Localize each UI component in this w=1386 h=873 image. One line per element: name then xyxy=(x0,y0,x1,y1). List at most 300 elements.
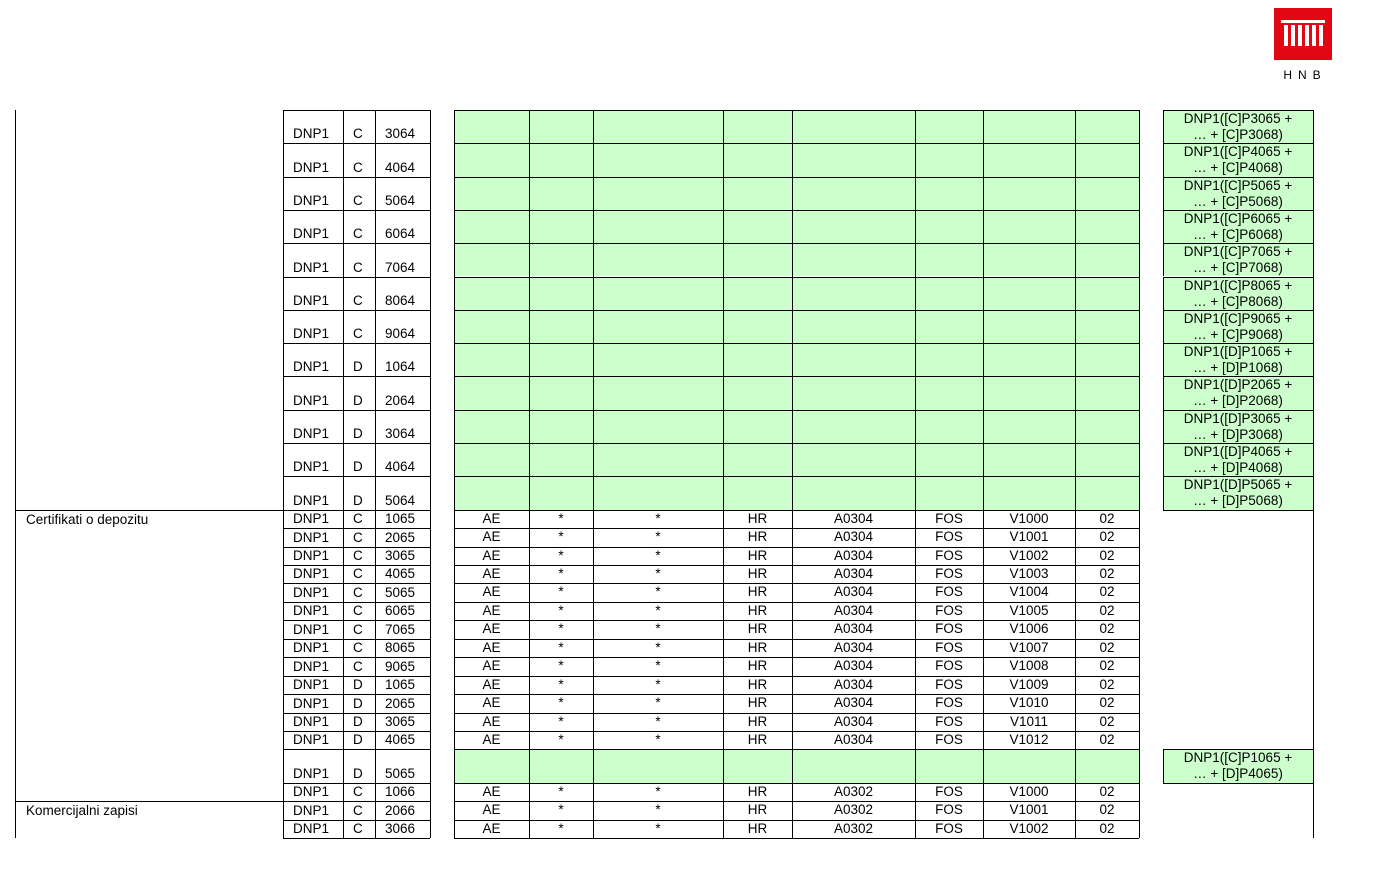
row-attr-5: A0304 xyxy=(833,732,874,747)
row-attr-4: HR xyxy=(747,713,768,729)
row-attr-1: AE xyxy=(482,676,501,692)
formula-line xyxy=(1163,143,1313,144)
row-attr-5: A0304 xyxy=(833,547,874,563)
row-type: C xyxy=(353,226,363,242)
formula-left-line xyxy=(1163,749,1164,782)
row-number: 5065 xyxy=(385,584,416,600)
row-attr-2: * xyxy=(558,802,564,818)
row-code: DNP1 xyxy=(293,529,330,545)
row-number: 3065 xyxy=(385,714,416,729)
row-code: DNP1 xyxy=(293,677,330,693)
row-number: 1065 xyxy=(385,511,416,527)
row-attr-7: V1000 xyxy=(1009,783,1049,799)
green-cell-block xyxy=(454,143,1139,176)
formula-left-line xyxy=(1163,110,1164,143)
formula-line-2: … + [D]P3068) xyxy=(1193,426,1283,442)
row-line-g1 xyxy=(283,110,430,111)
row-line-g1 xyxy=(283,749,430,750)
row-attr-2: * xyxy=(558,732,564,747)
row-attr-6: FOS xyxy=(935,547,963,563)
row-type: C xyxy=(353,621,363,637)
row-attr-1: AE xyxy=(482,621,501,637)
row-code: DNP1 xyxy=(293,426,330,441)
row-line-g1 xyxy=(283,713,430,714)
row-attr-2: * xyxy=(558,658,564,674)
row-line-g1 xyxy=(283,210,430,211)
formula-line xyxy=(1163,476,1313,477)
row-attr-8: 02 xyxy=(1099,529,1115,545)
row-attr-7: V1001 xyxy=(1009,802,1049,818)
row-line-g1 xyxy=(283,476,430,477)
row-attr-2: * xyxy=(558,547,564,563)
row-attr-1: AE xyxy=(482,695,501,711)
row-attr-5: A0304 xyxy=(833,621,874,637)
row-line-g2 xyxy=(454,639,1139,640)
row-line-g1 xyxy=(283,243,430,244)
row-attr-3: * xyxy=(655,820,661,836)
row-attr-7: V1011 xyxy=(1009,713,1049,729)
formula-line-2: … + [C]P5068) xyxy=(1193,193,1283,209)
row-attr-4: HR xyxy=(747,565,768,581)
row-type: C xyxy=(353,547,363,563)
formula-text xyxy=(1164,244,1312,276)
formula-line-2: … + [D]P1068) xyxy=(1193,360,1283,376)
row-line-g1 xyxy=(283,639,430,640)
col-line-g1 xyxy=(343,110,344,838)
row-code: DNP1 xyxy=(293,392,330,408)
row-number: 7064 xyxy=(385,259,416,275)
formula-line-1: DNP1([D]P2065 + xyxy=(1183,377,1293,393)
row-line-g2 xyxy=(454,410,1139,411)
row-attr-4: HR xyxy=(747,676,768,692)
row-number: 7065 xyxy=(385,621,416,637)
formula-line xyxy=(1163,277,1313,278)
row-number: 1065 xyxy=(385,677,416,693)
row-line-g2 xyxy=(454,547,1139,548)
row-line-g1 xyxy=(283,731,430,732)
row-attr-7: V1006 xyxy=(1009,621,1049,637)
row-line-g2 xyxy=(454,713,1139,714)
row-number: 1066 xyxy=(385,784,416,800)
row-attr-3: * xyxy=(655,783,661,799)
row-line-g1 xyxy=(283,694,430,695)
row-attr-7: V1003 xyxy=(1009,565,1049,581)
row-code: DNP1 xyxy=(293,511,330,527)
row-line-g2 xyxy=(454,620,1139,621)
row-code: DNP1 xyxy=(293,566,330,582)
row-number: 9064 xyxy=(385,326,416,342)
green-cell-block xyxy=(454,376,1139,409)
row-code: DNP1 xyxy=(293,359,330,375)
row-attr-3: * xyxy=(655,547,661,563)
green-cell-block xyxy=(454,310,1139,343)
row-attr-6: FOS xyxy=(935,510,963,526)
row-attr-6: FOS xyxy=(935,732,963,747)
col-line-g2 xyxy=(1075,110,1076,838)
green-cell-block xyxy=(454,277,1139,310)
row-line-g2 xyxy=(454,676,1139,677)
row-attr-5: A0304 xyxy=(833,510,874,526)
row-attr-4: HR xyxy=(747,639,768,655)
row-attr-8: 02 xyxy=(1099,695,1115,711)
row-line-g2 xyxy=(454,443,1139,444)
row-line-g1 xyxy=(283,143,430,144)
row-attr-4: HR xyxy=(747,547,768,563)
formula-line-1: DNP1([C]P3065 + xyxy=(1183,111,1293,126)
row-attr-2: * xyxy=(558,621,564,637)
green-cell-block xyxy=(454,443,1139,476)
row-line-g1 xyxy=(283,820,430,821)
row-attr-7: V1001 xyxy=(1009,529,1049,545)
row-type: D xyxy=(353,732,363,748)
row-attr-2: * xyxy=(558,510,564,526)
row-attr-5: A0304 xyxy=(833,584,874,600)
row-number: 3065 xyxy=(385,547,416,563)
row-code: DNP1 xyxy=(293,259,330,275)
row-code: DNP1 xyxy=(293,126,330,142)
row-code: DNP1 xyxy=(293,492,330,508)
row-attr-3: * xyxy=(655,713,661,729)
row-attr-3: * xyxy=(655,529,661,545)
row-line-g2 xyxy=(454,820,1139,821)
row-number: 2065 xyxy=(385,695,416,711)
row-attr-4: HR xyxy=(747,802,768,818)
row-line-g2 xyxy=(454,583,1139,584)
formula-text xyxy=(1164,444,1312,476)
green-cell-block xyxy=(454,749,1139,782)
formula-text xyxy=(1164,344,1312,376)
row-type: D xyxy=(353,765,363,781)
col-line-g2 xyxy=(723,110,724,838)
row-line-g1 xyxy=(283,343,430,344)
row-attr-6: FOS xyxy=(935,602,963,618)
formula-line-2: … + [C]P3068) xyxy=(1193,127,1283,142)
formula-text xyxy=(1164,178,1312,210)
row-attr-4: HR xyxy=(747,510,768,526)
row-code: DNP1 xyxy=(293,326,330,342)
row-attr-6: FOS xyxy=(935,639,963,655)
row-attr-5: A0304 xyxy=(833,602,874,618)
row-attr-8: 02 xyxy=(1099,584,1115,600)
row-attr-3: * xyxy=(655,732,661,747)
row-attr-2: * xyxy=(558,584,564,600)
row-attr-4: HR xyxy=(747,783,768,799)
col-line-g1 xyxy=(283,110,284,838)
row-number: 5065 xyxy=(385,765,416,781)
row-attr-6: FOS xyxy=(935,529,963,545)
row-line-g2 xyxy=(454,783,1139,784)
row-type: D xyxy=(353,492,363,508)
formula-line xyxy=(1163,210,1313,211)
row-code: DNP1 xyxy=(293,621,330,637)
row-code: DNP1 xyxy=(293,784,330,800)
row-number: 1064 xyxy=(385,359,416,375)
row-line-g2 xyxy=(454,749,1139,750)
row-attr-8: 02 xyxy=(1099,547,1115,563)
row-attr-8: 02 xyxy=(1099,602,1115,618)
row-attr-7: V1012 xyxy=(1009,732,1049,747)
green-cell-block xyxy=(454,410,1139,443)
row-line-g1 xyxy=(283,602,430,603)
row-number: 4064 xyxy=(385,159,416,175)
formula-line xyxy=(1163,177,1313,178)
row-attr-2: * xyxy=(558,529,564,545)
row-line-g2 xyxy=(454,376,1139,377)
green-cell-block xyxy=(454,110,1139,143)
formula-left-line xyxy=(1163,310,1164,343)
row-code: DNP1 xyxy=(293,640,330,656)
row-line-g1 xyxy=(283,443,430,444)
formula-left-line xyxy=(1163,376,1164,409)
row-attr-3: * xyxy=(655,602,661,618)
row-attr-6: FOS xyxy=(935,820,963,836)
formula-text xyxy=(1164,144,1312,176)
row-attr-7: V1002 xyxy=(1009,820,1049,836)
formula-line xyxy=(1163,243,1313,244)
row-line-g2 xyxy=(454,694,1139,695)
row-attr-1: AE xyxy=(482,547,501,563)
row-attr-1: AE xyxy=(482,565,501,581)
formula-left-line xyxy=(1163,210,1164,243)
row-type: C xyxy=(353,511,363,527)
formula-line-1: DNP1([C]P4065 + xyxy=(1183,144,1293,160)
row-number: 5064 xyxy=(385,492,416,508)
row-line-g2 xyxy=(454,476,1139,477)
row-line-g1 xyxy=(283,528,430,529)
formula-line xyxy=(1163,410,1313,411)
row-line-g2 xyxy=(454,510,1139,511)
row-attr-5: A0302 xyxy=(833,820,874,836)
row-line-g2 xyxy=(454,277,1139,278)
formula-text xyxy=(1164,477,1312,509)
row-number: 2066 xyxy=(385,802,416,818)
green-cell-block xyxy=(454,476,1139,509)
row-type: C xyxy=(353,584,363,600)
row-attr-4: HR xyxy=(747,529,768,545)
row-number: 3064 xyxy=(385,126,416,142)
row-type: C xyxy=(353,292,363,308)
formula-line-2: … + [D]P4068) xyxy=(1193,460,1283,475)
row-attr-8: 02 xyxy=(1099,732,1115,747)
formula-left-line xyxy=(1163,143,1164,176)
row-attr-7: V1010 xyxy=(1009,695,1049,711)
row-attr-8: 02 xyxy=(1099,802,1115,818)
row-line-g2 xyxy=(454,143,1139,144)
row-attr-8: 02 xyxy=(1099,820,1115,836)
row-attr-5: A0304 xyxy=(833,713,874,729)
formula-left-line xyxy=(1163,410,1164,443)
row-line-g1 xyxy=(283,565,430,566)
row-attr-8: 02 xyxy=(1099,713,1115,729)
row-attr-1: AE xyxy=(482,802,501,818)
row-type: C xyxy=(353,802,363,818)
row-attr-3: * xyxy=(655,565,661,581)
row-attr-2: * xyxy=(558,783,564,799)
row-line-g2 xyxy=(454,565,1139,566)
row-code: DNP1 xyxy=(293,584,330,600)
bottom-line-g1 xyxy=(283,838,430,839)
formula-line-1: DNP1([C]P1065 + xyxy=(1183,750,1293,766)
row-attr-6: FOS xyxy=(935,802,963,818)
row-attr-4: HR xyxy=(747,602,768,618)
row-type: C xyxy=(353,640,363,656)
section-label: Certifikati o depozitu xyxy=(26,511,149,527)
formula-line xyxy=(1163,749,1313,750)
formula-line-2: … + [C]P6068) xyxy=(1193,226,1283,242)
row-type: C xyxy=(353,566,363,582)
row-type: D xyxy=(353,677,363,693)
formula-line-2: … + [C]P8068) xyxy=(1193,293,1283,309)
formula-line-1: DNP1([D]P3065 + xyxy=(1183,410,1293,426)
row-line-g2 xyxy=(454,310,1139,311)
row-line-g2 xyxy=(454,602,1139,603)
row-attr-1: AE xyxy=(482,602,501,618)
col-line-g2 xyxy=(1139,110,1140,838)
formula-left-line xyxy=(1163,443,1164,476)
formula-left-line xyxy=(1163,243,1164,276)
row-attr-6: FOS xyxy=(935,658,963,674)
row-attr-1: AE xyxy=(482,732,501,747)
row-attr-6: FOS xyxy=(935,783,963,799)
row-attr-8: 02 xyxy=(1099,510,1115,526)
row-attr-1: AE xyxy=(482,639,501,655)
row-line-g1 xyxy=(283,410,430,411)
row-attr-5: A0304 xyxy=(833,676,874,692)
row-attr-8: 02 xyxy=(1099,565,1115,581)
row-attr-2: * xyxy=(558,639,564,655)
row-attr-5: A0304 xyxy=(833,658,874,674)
row-number: 3066 xyxy=(385,821,416,837)
col-line-g2 xyxy=(915,110,916,838)
formula-text xyxy=(1164,311,1312,343)
logo-text: HNB xyxy=(1283,68,1327,82)
row-attr-1: AE xyxy=(482,713,501,729)
formula-line xyxy=(1163,376,1313,377)
row-attr-3: * xyxy=(655,621,661,637)
row-attr-6: FOS xyxy=(935,565,963,581)
row-line-g1 xyxy=(283,277,430,278)
row-attr-8: 02 xyxy=(1099,658,1115,674)
row-code: DNP1 xyxy=(293,292,330,308)
row-line-g1 xyxy=(283,310,430,311)
row-attr-3: * xyxy=(655,695,661,711)
row-line-g1 xyxy=(283,583,430,584)
row-line-g2 xyxy=(454,528,1139,529)
row-attr-3: * xyxy=(655,584,661,600)
row-number: 4064 xyxy=(385,459,416,475)
row-attr-6: FOS xyxy=(935,695,963,711)
formula-text xyxy=(1164,377,1312,409)
row-attr-7: V1007 xyxy=(1009,639,1049,655)
green-cell-block xyxy=(454,243,1139,276)
formula-left-line xyxy=(1163,277,1164,310)
row-line-g2 xyxy=(454,343,1139,344)
formula-line-1: DNP1([C]P5065 + xyxy=(1183,177,1293,193)
row-line-g1 xyxy=(283,376,430,377)
formula-line-1: DNP1([D]P4065 + xyxy=(1183,444,1293,459)
formula-line-1: DNP1([C]P9065 + xyxy=(1183,310,1293,326)
row-number: 4065 xyxy=(385,566,416,582)
row-attr-8: 02 xyxy=(1099,639,1115,655)
row-line-g1 xyxy=(283,676,430,677)
row-number: 6065 xyxy=(385,603,416,619)
row-number: 6064 xyxy=(385,226,416,242)
row-attr-4: HR xyxy=(747,621,768,637)
row-type: C xyxy=(353,259,363,275)
row-type: C xyxy=(353,658,363,674)
row-attr-5: A0302 xyxy=(833,802,874,818)
row-attr-7: V1004 xyxy=(1009,584,1049,600)
row-type: D xyxy=(353,695,363,711)
row-code: DNP1 xyxy=(293,714,330,729)
row-type: D xyxy=(353,392,363,408)
formula-line-1: DNP1([C]P6065 + xyxy=(1183,210,1293,226)
formula-text xyxy=(1164,750,1312,782)
row-attr-4: HR xyxy=(747,732,768,747)
row-attr-6: FOS xyxy=(935,621,963,637)
formula-left-line xyxy=(1163,177,1164,210)
row-attr-5: A0304 xyxy=(833,529,874,545)
section-divider xyxy=(15,801,283,802)
formula-left-line xyxy=(1163,343,1164,376)
row-line-g2 xyxy=(454,177,1139,178)
row-code: DNP1 xyxy=(293,603,330,619)
row-attr-5: A0304 xyxy=(833,565,874,581)
row-line-g2 xyxy=(454,210,1139,211)
formula-line-2: … + [D]P5068) xyxy=(1193,493,1283,509)
row-number: 3064 xyxy=(385,426,416,441)
row-attr-6: FOS xyxy=(935,676,963,692)
row-code: DNP1 xyxy=(293,159,330,175)
row-type: D xyxy=(353,459,363,475)
row-number: 9065 xyxy=(385,658,416,674)
row-attr-8: 02 xyxy=(1099,783,1115,799)
row-attr-3: * xyxy=(655,639,661,655)
row-attr-2: * xyxy=(558,695,564,711)
row-code: DNP1 xyxy=(293,732,330,748)
row-type: D xyxy=(353,714,363,729)
row-line-g1 xyxy=(283,783,430,784)
row-code: DNP1 xyxy=(293,226,330,242)
row-attr-8: 02 xyxy=(1099,676,1115,692)
row-attr-2: * xyxy=(558,713,564,729)
row-attr-6: FOS xyxy=(935,584,963,600)
row-line-g2 xyxy=(454,110,1139,111)
row-type: C xyxy=(353,159,363,175)
row-line-g1 xyxy=(283,510,430,511)
row-type: D xyxy=(353,426,363,441)
row-code: DNP1 xyxy=(293,459,330,475)
col-line-g2 xyxy=(593,110,594,838)
formula-left-line xyxy=(1163,476,1164,509)
formula-text xyxy=(1164,211,1312,243)
section-label: Komercijalni zapisi xyxy=(26,803,138,819)
section-divider xyxy=(15,510,283,511)
left-border xyxy=(15,110,16,838)
row-attr-1: AE xyxy=(482,529,501,545)
row-attr-2: * xyxy=(558,565,564,581)
row-attr-7: V1005 xyxy=(1009,602,1049,618)
row-attr-7: V1008 xyxy=(1009,658,1049,674)
formula-line-1: DNP1([C]P7065 + xyxy=(1183,244,1293,260)
row-attr-7: V1000 xyxy=(1009,510,1049,526)
row-attr-6: FOS xyxy=(935,713,963,729)
row-attr-1: AE xyxy=(482,658,501,674)
row-attr-2: * xyxy=(558,602,564,618)
row-attr-5: A0302 xyxy=(833,783,874,799)
formula-text xyxy=(1164,411,1312,443)
formula-line xyxy=(1163,110,1313,111)
